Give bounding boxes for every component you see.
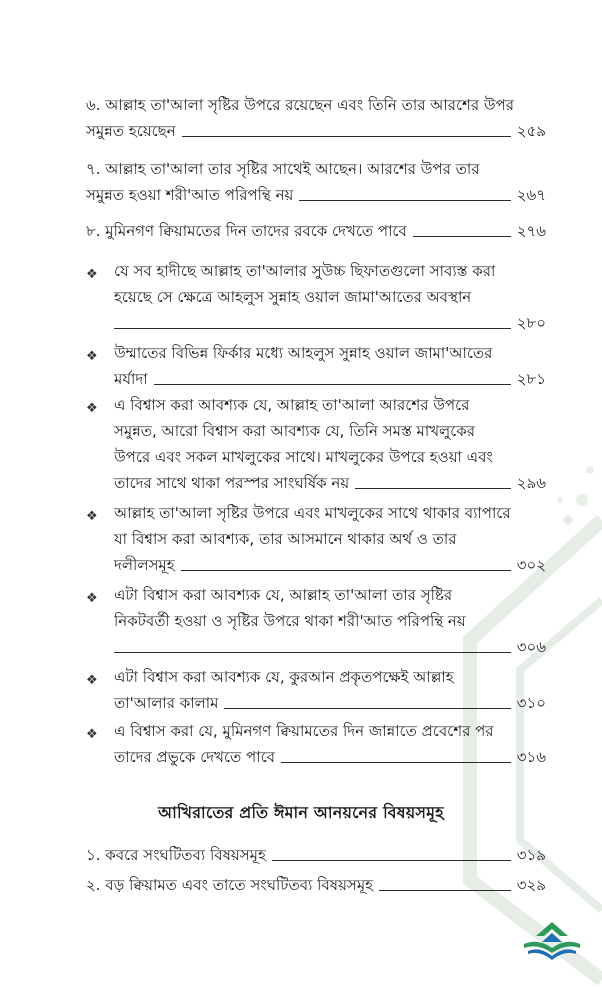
page-number: ২৮১ [516,370,546,388]
toc-entry [86,842,546,868]
toc-entry-text: যে সব হাদীছে আল্লাহ তা'আলার সুউচ্চ ছিফাতগুলো সাব্যস্ত করা [114,262,496,280]
toc-entry [86,258,546,336]
leader-line [114,652,511,653]
toc-entry-line [114,718,546,744]
toc-entry-text: মর্যাদা [114,370,148,388]
toc-entry-line [114,258,546,284]
leader-line [114,328,511,329]
page-number: ৩১০ [516,694,546,712]
toc-entry-line [86,872,546,898]
bullet-icon: ❖ [86,509,98,524]
page-number: ২৫৯ [516,122,546,140]
page-number: ২৮০ [516,314,546,332]
toc-entry-text: ৬. আল্লাহ তা'আলা সৃষ্টির উপরে রয়েছেন এবং তিনি তার আরশের উপর [86,96,515,114]
leader-line [154,384,511,385]
toc-entry-text: নিকটবর্তী হওয়া ও সৃষ্টির উপরে থাকা শরী'আত পরিপন্থি নয় [114,612,466,630]
toc-entry-line [86,156,546,182]
toc-entry-line [114,500,546,526]
toc-entry-line [114,582,546,608]
bullet-icon: ❖ [86,267,98,282]
toc-entry [86,218,546,244]
toc-entry-line [114,608,546,634]
leader-line [272,860,511,861]
bullet-icon: ❖ [86,349,98,364]
leader-line [182,136,511,137]
toc-entry-text: দলীলসমূহ [114,556,175,574]
toc-entry-text: ২. বড় ক্বিয়ামত এবং তাতে সংঘটিতব্য বিষয়সমূহ [86,876,374,894]
toc-entry-text: ৭. আল্লাহ তা'আলা তার সৃষ্টির সাথেই আছেন। আরশের উপর তার [86,160,480,178]
toc-entry-text: এ বিশ্বাস করা আবশ্যক যে, আল্লাহ তা'আলা আরশের উপরে [114,396,470,414]
toc-entry [86,872,546,898]
toc-entry-text: হয়েছে সে ক্ষেত্রে আহলুস সুন্নাহ ওয়াল জামা'আতের অবস্থান [114,288,472,306]
toc-entry-line [114,418,546,444]
toc-entry-text: তাদের সাথে থাকা পরস্পর সাংঘর্ষিক নয় [114,474,350,492]
toc-entry-line [114,470,546,496]
toc-entry-line [114,634,546,660]
toc-entry [86,664,546,716]
toc-entry [86,340,546,392]
toc-entry-line [114,310,546,336]
toc-entry [86,392,546,496]
toc-entry-text: সমুন্নত, আরো বিশ্বাস করা আবশ্যক যে, তিনি সমস্ত মাখলুকের [114,422,476,440]
toc-entry-line [114,664,546,690]
toc-entry-text: যা বিশ্বাস করা আবশ্যক, তার আসমানে থাকার অর্থ ও তার [114,530,457,548]
toc-entry-text: সমুন্নত হওয়া শরী'আত পরিপন্থি নয় [86,186,294,204]
page-number: ৩২৯ [516,876,546,894]
toc-entry [86,500,546,578]
toc-entry-line [114,526,546,552]
page-number: ৩০২ [516,556,546,574]
toc-entry-text: ৮. মুমিনগণ ক্বিয়ামতের দিন তাদের রবকে দেখতে পাবে [86,222,407,240]
bullet-icon: ❖ [86,727,98,742]
toc-entry [86,156,546,208]
leader-line [224,708,510,709]
page-number: ২৬৭ [516,186,546,204]
toc-entry-line [114,340,546,366]
page-number: ৩১৬ [516,748,546,766]
toc-entry-text: আল্লাহ তা'আলা সৃষ্টির উপরে এবং মাখলুকের সাথে থাকার ব্যাপারে [114,504,511,522]
leader-line [355,488,511,489]
toc-entry-line [86,182,546,208]
toc-entry [86,92,546,144]
leader-line [281,762,511,763]
toc-entry-text: তা'আলার কালাম [114,694,219,712]
toc-entry-line [114,690,546,716]
toc-entry-text: উপরে এবং সকল মাখলুকের সাথে। মাখলুকের উপরে হওয়া এবং [114,448,493,466]
toc-entry [86,582,546,660]
leader-line [379,890,511,891]
toc-entry-line [114,444,546,470]
section-title: আখিরাতের প্রতি ঈমান আনয়নের বিষয়সমূহ [158,803,444,822]
toc-entry-line [86,218,546,244]
toc-entry-text: এটা বিশ্বাস করা আবশ্যক যে, কুরআন প্রকৃতপক্ষেই আল্লাহ [114,668,454,686]
leader-line [299,200,510,201]
toc-entry-line [86,92,546,118]
toc-entry-text: সমুন্নত হয়েছেন [86,122,176,140]
page-number: ৩১৯ [516,846,546,864]
toc-entry-text: উম্মাতের বিভিন্ন ফির্কার মধ্যে আহলুস সুন্নাহ ওয়াল জামা'আতের [114,344,493,362]
bullet-icon: ❖ [86,673,98,688]
toc-entry-text: এটা বিশ্বাস করা আবশ্যক যে, আল্লাহ তা'আলা তার সৃষ্টির [114,586,453,604]
page-number: ২৭৬ [516,222,546,240]
toc-entry-line [86,118,546,144]
leader-line [181,570,511,571]
toc-entry-line [114,366,546,392]
page-number: ৩০৬ [516,638,546,656]
toc-entry-text: ১. কবরে সংঘটিতব্য বিষয়সমূহ [86,846,266,864]
bullet-icon: ❖ [86,401,98,416]
toc-entry-line [114,284,546,310]
bullet-icon: ❖ [86,591,98,606]
toc-entry [86,718,546,770]
toc-entry-line [114,552,546,578]
toc-entry-line [86,842,546,868]
toc-entry-line [114,392,546,418]
page-number: ২৯৬ [516,474,546,492]
toc-entry-text: তাদের প্রভুকে দেখতে পাবে [114,748,275,766]
leader-line [413,236,511,237]
toc-entry-line [114,744,546,770]
toc-entry-text: এ বিশ্বাস করা যে, মুমিনগণ ক্বিয়ামতের দিন জান্নাতে প্রবেশের পর [114,722,494,740]
